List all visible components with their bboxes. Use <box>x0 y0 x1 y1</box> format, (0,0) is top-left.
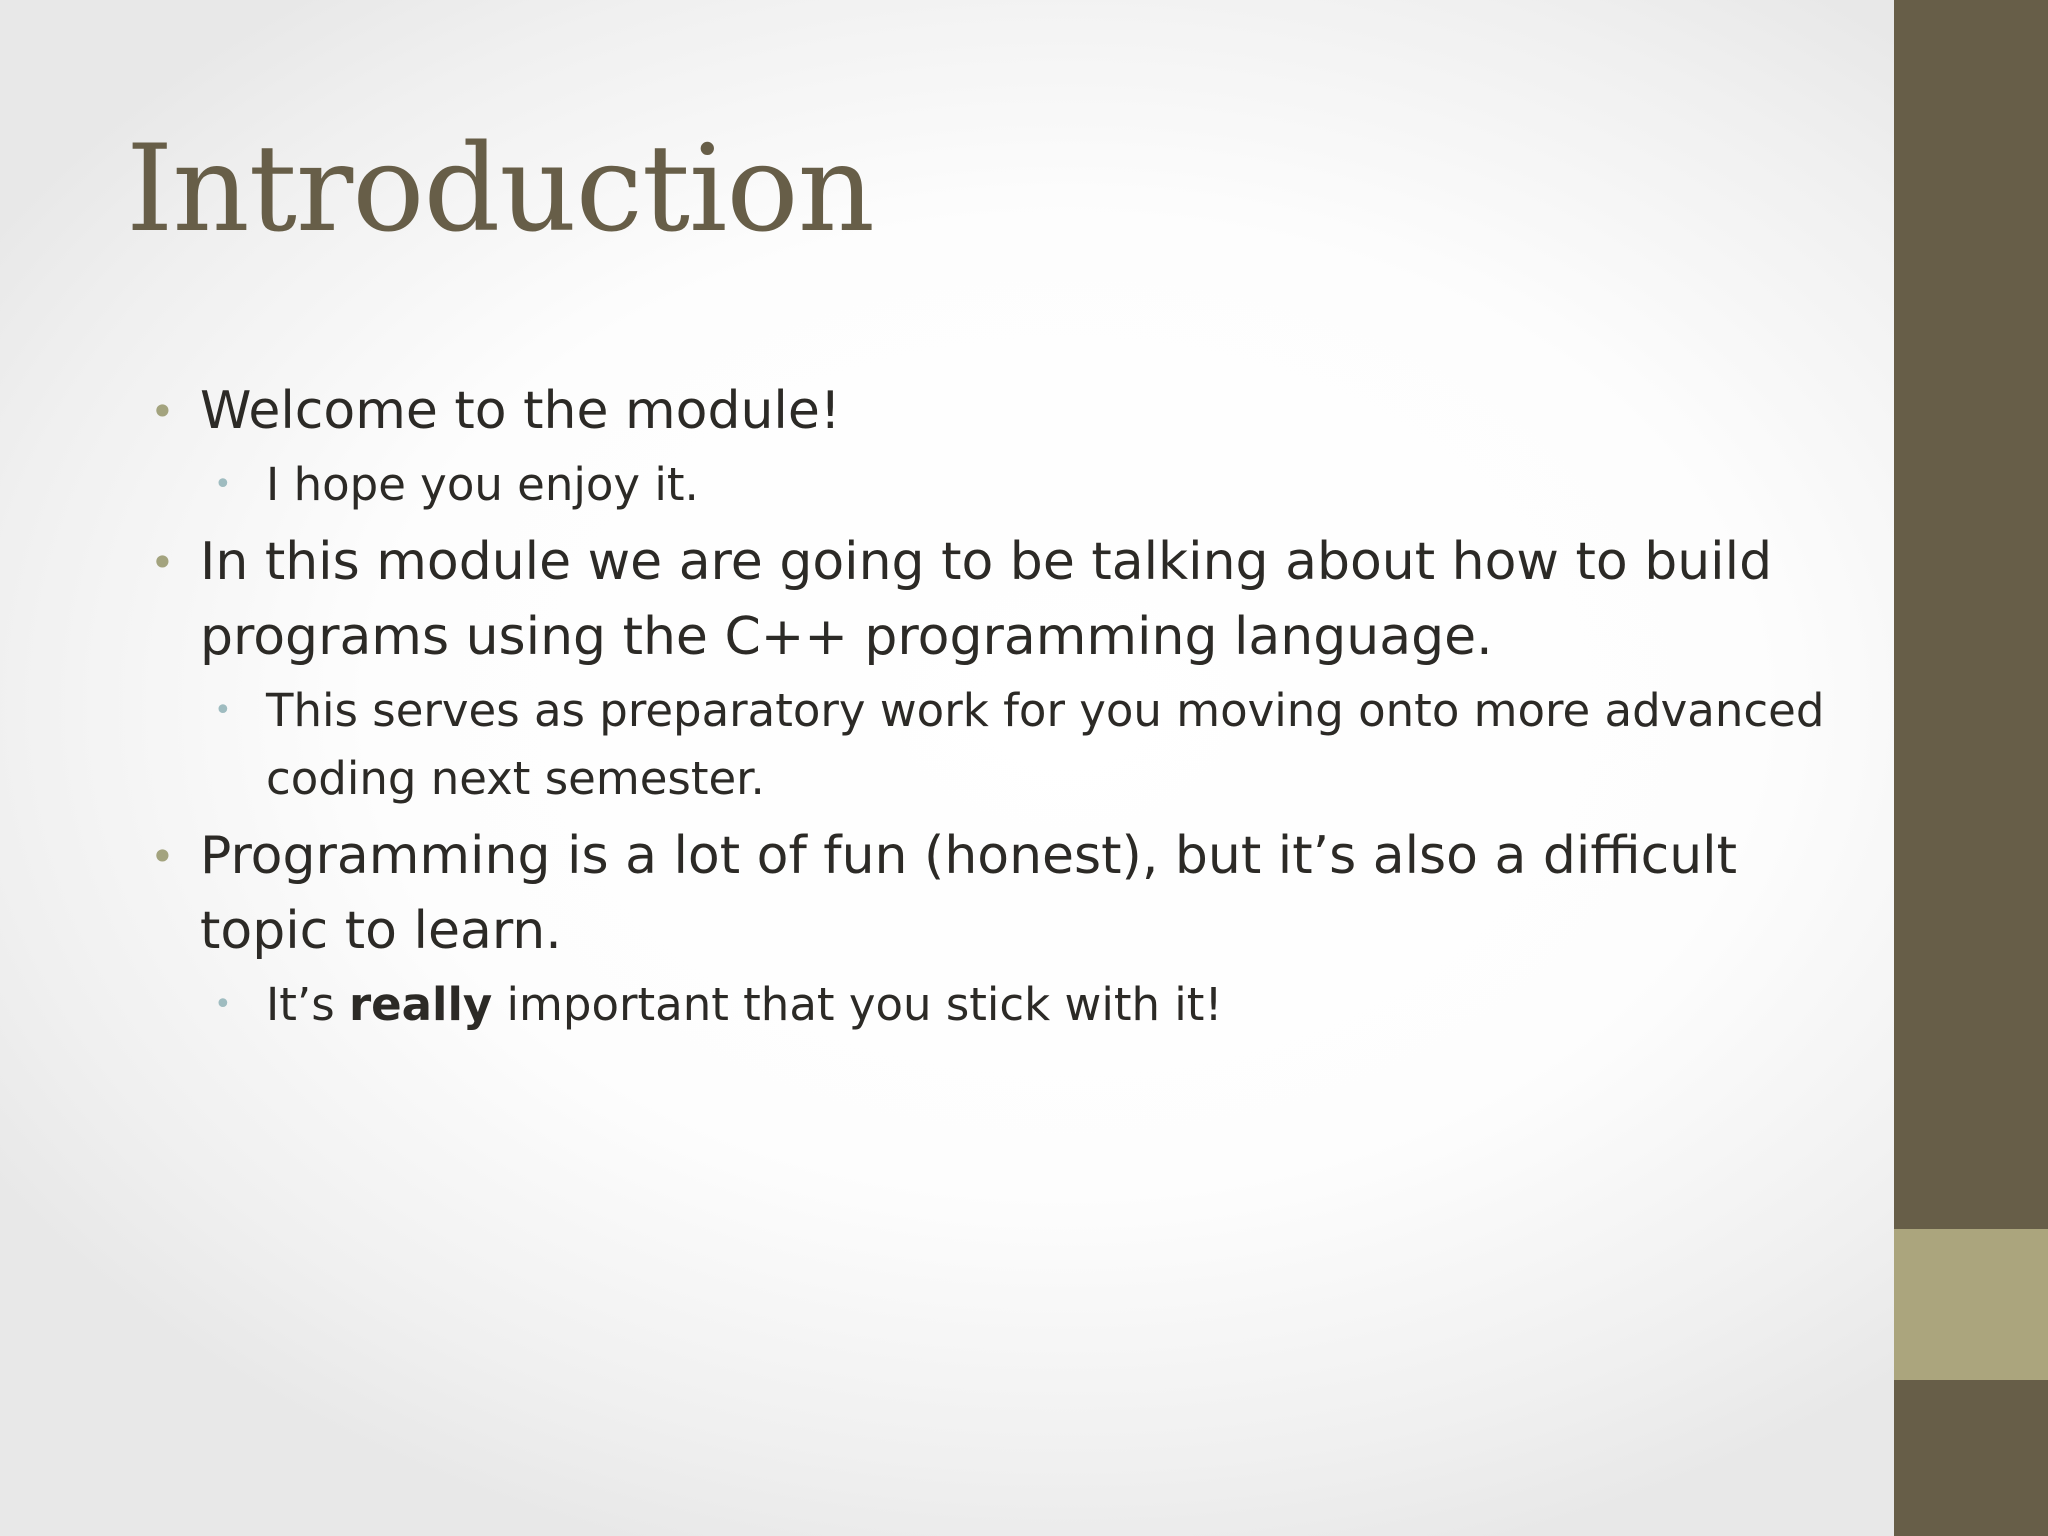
bullet-text: Programming is a lot of fun (honest), but it’s also a difficult topic to learn. <box>200 826 1737 961</box>
bullet-item-programming-fun <box>150 819 1840 969</box>
bullet-item-module-topic <box>150 525 1840 675</box>
sub-bullet-text: I hope you enjoy it. <box>266 458 699 511</box>
bullet-item-welcome <box>150 374 1840 449</box>
sub-bullet-text: This serves as preparatory work for you moving onto more advanced coding next semester. <box>266 684 1825 805</box>
sub-bullet-marker: • <box>214 693 232 728</box>
sub-bullet-text-end: important that you stick with it! <box>492 978 1223 1031</box>
sub-bullet-text <box>266 978 1223 1031</box>
bullet-text: Welcome to the module! <box>200 381 841 441</box>
bullet-text: In this module we are going to be talking about how to build programs using the C++ programming language. <box>200 532 1773 667</box>
sub-bullet-item-stick-with-it <box>150 971 1840 1039</box>
bullet-list <box>150 374 1840 1039</box>
slide-title: Introduction <box>126 120 874 259</box>
decorative-sidebar-accent <box>1894 1229 2048 1380</box>
bullet-marker: • <box>150 832 175 881</box>
bullet-marker: • <box>150 538 175 587</box>
sub-bullet-text-start: It’s <box>266 978 349 1031</box>
emphasis-really: really <box>348 978 493 1031</box>
sub-bullet-item-preparatory <box>150 677 1840 813</box>
slide-body <box>150 374 1840 1039</box>
sub-bullet-marker: • <box>214 987 232 1022</box>
bullet-marker: • <box>150 387 175 436</box>
sub-bullet-marker: • <box>214 467 232 502</box>
sub-bullet-item-enjoy <box>150 451 1840 519</box>
